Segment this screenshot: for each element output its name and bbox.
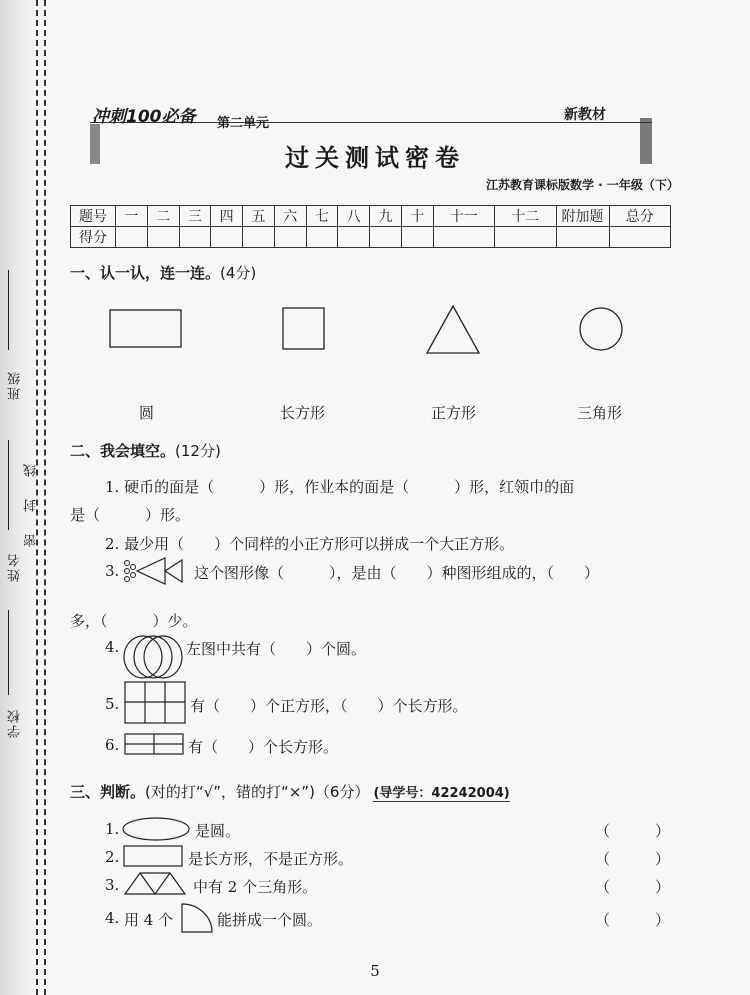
row-label-number: 题号	[71, 206, 116, 227]
q2-item5: 有（ ）个正方形，（ ）个长方形。	[190, 697, 468, 715]
q2-item6-num: 6.	[105, 736, 120, 754]
q1-heading-text: 一、认一认，连一连。	[70, 264, 221, 282]
new-material-label: 新教材	[564, 107, 606, 123]
subtitle: 江苏教育课标版数学 · 一年级（下）	[486, 178, 679, 192]
row-label-score: 得分	[71, 227, 116, 248]
q3-heading-text: 三、判断。	[70, 783, 146, 801]
col-header: 七	[306, 206, 338, 227]
col-header: 十一	[433, 206, 494, 227]
q2-item5-num: 5.	[105, 695, 120, 713]
q3-answer-1[interactable]: （ ）	[595, 822, 671, 840]
school-label: 学校	[8, 708, 23, 738]
page-title: 过关测试密卷	[285, 143, 465, 172]
q3-answer-2[interactable]: （ ）	[595, 850, 671, 868]
q3-item2-text: 是长方形，不是正方形。	[188, 850, 354, 868]
col-header: 八	[338, 206, 370, 227]
col-header: 总分	[609, 206, 671, 227]
col-header: 附加题	[556, 206, 609, 227]
unit-tag: 第二单元	[217, 116, 270, 131]
label-rectangle: 长方形	[280, 404, 326, 422]
q2-item1-line1: 1. 硬币的面是（ ）形，作业本的面是（ ）形，红领巾的面	[105, 478, 575, 496]
q3-answer-4[interactable]: （ ）	[595, 911, 671, 929]
q3-item3-text: 中有 2 个三角形。	[193, 878, 318, 896]
q3-item3-num: 3.	[105, 876, 120, 894]
col-header: 十二	[495, 206, 556, 227]
seal-char-feng: 封	[24, 497, 39, 512]
label-circle: 圆	[139, 404, 155, 422]
q3-item4-prefix: 用 4 个	[124, 911, 174, 929]
q3-item1-num: 1.	[105, 820, 120, 838]
trapezoid-shape	[125, 873, 185, 894]
q3-guide-number: (导学号：42242004)	[373, 786, 510, 801]
q2-points: (12分)	[175, 442, 221, 460]
page-number: 5	[370, 962, 380, 980]
col-header: 三	[179, 206, 211, 227]
q2-item2: 2. 最少用（ ）个同样的小正方形可以拼成一个大正方形。	[105, 535, 515, 553]
quarter-circle-shape	[182, 904, 212, 932]
q2-heading-text: 二、我会填空。	[70, 442, 176, 460]
q2-item1-line2: 是（ ）形。	[70, 506, 191, 524]
name-label: 姓名	[8, 552, 23, 582]
col-header: 十	[401, 206, 433, 227]
q3-item1-text: 是圆。	[195, 822, 241, 840]
col-header: 二	[147, 206, 179, 227]
q2-item3-line2: 多，（ ）少。	[70, 612, 198, 630]
q3-item4-text: 能拼成一个圆。	[217, 911, 323, 929]
col-header: 一	[116, 206, 148, 227]
seal-char-mi: 密	[24, 532, 39, 547]
class-label: 班级	[8, 370, 23, 400]
q2-item3: 这个图形像（ ），是由（ ）种图形组成的，（ ）	[194, 564, 600, 582]
label-triangle: 三角形	[577, 404, 623, 422]
rectangle-shape	[124, 846, 182, 866]
seal-char-xian: 线	[24, 462, 39, 477]
q3-answer-3[interactable]: （ ）	[595, 878, 671, 896]
col-header: 六	[274, 206, 306, 227]
q1-points: (4分)	[220, 264, 257, 282]
inner-triangle-lines	[140, 873, 170, 894]
q2-item4: 左图中共有（ ）个圆。	[186, 640, 367, 658]
label-square: 正方形	[431, 404, 477, 422]
q2-item6: 有（ ）个长方形。	[188, 738, 339, 756]
col-header: 四	[211, 206, 243, 227]
oval-shape	[123, 818, 189, 840]
brand-logo: 冲刺100必备	[92, 107, 196, 127]
q2-item3-num: 3.	[105, 562, 120, 580]
q3-item2-num: 2.	[105, 848, 120, 866]
col-header: 五	[243, 206, 275, 227]
q2-item4-num: 4.	[105, 638, 120, 656]
q3-instruction: (对的打“√”，错的打“×”)（6分）	[145, 783, 370, 801]
col-header: 九	[370, 206, 402, 227]
q3-item4-num: 4.	[105, 909, 120, 927]
